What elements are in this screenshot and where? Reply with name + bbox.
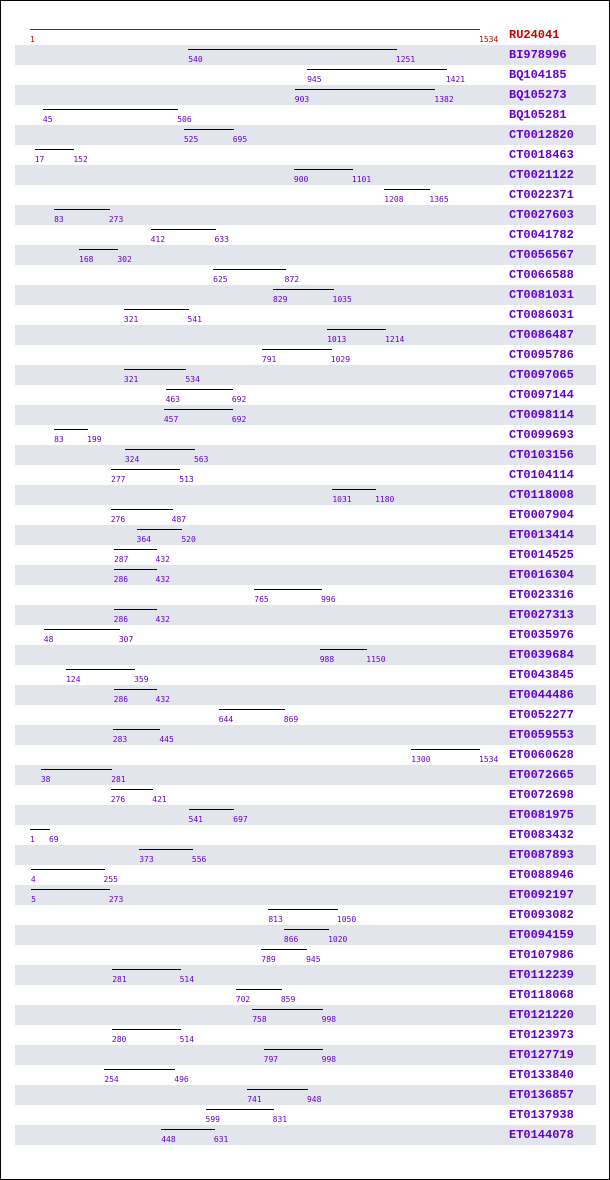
accession-link[interactable]: CT0081031 xyxy=(509,288,574,302)
start-position: 276 xyxy=(110,795,126,804)
alignment-row xyxy=(15,245,596,265)
start-position: 525 xyxy=(183,135,199,144)
accession-link[interactable]: CT0086031 xyxy=(509,308,574,322)
start-position: 1031 xyxy=(332,495,352,504)
end-position: 432 xyxy=(155,615,170,624)
end-position: 273 xyxy=(108,215,124,224)
end-position: 432 xyxy=(155,575,170,584)
start-position: 286 xyxy=(113,615,129,624)
alignment-bar xyxy=(384,189,430,190)
end-position: 1035 xyxy=(332,295,352,304)
start-position: 1013 xyxy=(327,335,347,344)
alignment-bar xyxy=(295,89,436,90)
end-position: 998 xyxy=(321,1055,337,1064)
end-position: 563 xyxy=(193,455,209,464)
alignment-bar xyxy=(264,1049,323,1050)
start-position: 364 xyxy=(136,535,151,544)
alignment-row xyxy=(15,605,596,625)
end-position: 1180 xyxy=(375,495,395,504)
alignment-bar xyxy=(206,1109,274,1110)
start-position: 599 xyxy=(205,1115,220,1124)
alignment-bar xyxy=(137,529,183,530)
end-position: 869 xyxy=(283,715,299,724)
accession-link[interactable]: CT0099693 xyxy=(509,428,574,442)
alignment-bar xyxy=(332,489,376,490)
alignment-bar xyxy=(327,329,386,330)
end-position: 432 xyxy=(155,555,170,564)
accession-link[interactable]: ET0121220 xyxy=(509,1008,574,1022)
alignment-row xyxy=(15,685,596,705)
alignment-row xyxy=(15,985,596,1005)
start-position: 283 xyxy=(112,735,128,744)
alignment-bar xyxy=(284,929,329,930)
alignment-row xyxy=(15,585,596,605)
accession-link[interactable]: ET0112239 xyxy=(509,968,574,982)
alignment-bar xyxy=(219,709,285,710)
start-position: 463 xyxy=(165,395,181,404)
start-position: 83 xyxy=(54,215,64,224)
start-position: 1300 xyxy=(411,755,431,764)
end-position: 948 xyxy=(306,1095,322,1104)
accession-link[interactable]: ET0127719 xyxy=(509,1048,574,1062)
alignment-row xyxy=(15,405,596,425)
end-position: 996 xyxy=(321,595,336,604)
alignment-row xyxy=(15,825,596,845)
alignment-bar xyxy=(41,769,112,770)
accession-link[interactable]: ET0094159 xyxy=(509,928,574,942)
start-position: 540 xyxy=(188,55,203,64)
start-position: 276 xyxy=(110,515,126,524)
alignment-bar xyxy=(66,669,135,670)
end-position: 359 xyxy=(134,675,149,684)
end-position: 998 xyxy=(321,1015,337,1024)
end-position: 534 xyxy=(185,375,200,384)
end-position: 514 xyxy=(179,1035,195,1044)
alignment-bar xyxy=(113,729,161,730)
alignment-bar xyxy=(236,989,282,990)
start-position: 412 xyxy=(150,235,166,244)
accession-link[interactable]: ET0107986 xyxy=(509,948,574,962)
alignment-row xyxy=(15,785,596,805)
end-position: 692 xyxy=(231,415,247,424)
accession-link[interactable]: ET0059553 xyxy=(509,728,574,742)
alignment-bar xyxy=(161,1129,215,1130)
alignment-row xyxy=(15,85,596,105)
accession-link[interactable]: BQ105281 xyxy=(509,108,567,122)
alignment-bar xyxy=(112,969,180,970)
alignment-row xyxy=(15,465,596,485)
alignment-row xyxy=(15,145,596,165)
alignment-row xyxy=(15,1065,596,1085)
accession-link[interactable]: CT0066588 xyxy=(509,268,574,282)
end-position: 831 xyxy=(272,1115,288,1124)
alignment-bar xyxy=(268,909,338,910)
start-position: 287 xyxy=(113,555,129,564)
start-position: 1 xyxy=(30,835,35,844)
alignment-row xyxy=(15,805,596,825)
alignment-row xyxy=(15,525,596,545)
accession-link[interactable]: CT0095786 xyxy=(509,348,574,362)
accession-link[interactable]: ET0043845 xyxy=(509,668,574,682)
reference-label: RU24041 xyxy=(509,28,560,42)
alignment-row xyxy=(15,1045,596,1065)
start-position: 17 xyxy=(34,155,45,164)
alignment-bar xyxy=(254,589,322,590)
start-position: 38 xyxy=(40,775,51,784)
start-position: 644 xyxy=(218,715,234,724)
end-position: 1251 xyxy=(395,55,416,64)
alignment-bar xyxy=(164,409,233,410)
alignment-bar xyxy=(54,209,110,210)
accession-link[interactable]: CT0104114 xyxy=(509,468,574,482)
alignment-row xyxy=(15,265,596,285)
alignment-row xyxy=(15,645,596,665)
accession-link[interactable]: CT0098114 xyxy=(509,408,574,422)
accession-link[interactable]: CT0027603 xyxy=(509,208,574,222)
accession-link[interactable]: ET0087893 xyxy=(509,848,574,862)
alignment-bar xyxy=(188,49,397,50)
start-position: 324 xyxy=(124,455,140,464)
start-position: 758 xyxy=(252,1015,267,1024)
alignment-row xyxy=(15,505,596,525)
alignment-row xyxy=(15,365,596,385)
start-position: 280 xyxy=(111,1035,127,1044)
end-position: 945 xyxy=(306,955,321,964)
accession-link[interactable]: ET0035976 xyxy=(509,628,574,642)
alignment-row xyxy=(15,945,596,965)
start-position: 625 xyxy=(213,275,228,284)
alignment-bar xyxy=(79,249,118,250)
alignment-bar xyxy=(111,469,180,470)
start-position: 541 xyxy=(188,815,203,824)
start-position: 741 xyxy=(247,1095,262,1104)
accession-link[interactable]: ET0052277 xyxy=(509,708,574,722)
alignment-row xyxy=(15,965,596,985)
alignment-bar xyxy=(54,429,88,430)
accession-link[interactable]: ET0083432 xyxy=(509,828,574,842)
alignment-bar xyxy=(184,129,234,130)
end-position: 1029 xyxy=(330,355,351,364)
alignment-row xyxy=(15,285,596,305)
start-position: 797 xyxy=(263,1055,279,1064)
end-position: 1101 xyxy=(351,175,372,184)
start-position: 765 xyxy=(254,595,269,604)
alignment-row xyxy=(15,885,596,905)
accession-link[interactable]: ET0023316 xyxy=(509,588,574,602)
alignment-row xyxy=(15,65,596,85)
alignment-bar xyxy=(125,449,195,450)
alignment-row xyxy=(15,565,596,585)
accession-link[interactable]: CT0041782 xyxy=(509,228,574,242)
alignment-bar xyxy=(112,1029,181,1030)
end-position: 1150 xyxy=(366,655,386,664)
accession-link[interactable]: ET0060628 xyxy=(509,748,574,762)
start-position: 903 xyxy=(294,95,310,104)
alignment-bar xyxy=(35,149,75,150)
end-position: 633 xyxy=(214,235,229,244)
accession-link[interactable]: ET0092197 xyxy=(509,888,574,902)
alignment-bar xyxy=(44,629,120,630)
accession-link[interactable]: ET0123973 xyxy=(509,1028,574,1042)
alignment-row xyxy=(15,905,596,925)
alignment-bar xyxy=(261,949,307,950)
start-position: 286 xyxy=(113,575,129,584)
accession-link[interactable]: ET0118068 xyxy=(509,988,574,1002)
alignment-bar xyxy=(31,869,105,870)
accession-link[interactable]: ET0039684 xyxy=(509,648,574,662)
end-position: 281 xyxy=(111,775,126,784)
start-position: 373 xyxy=(139,855,154,864)
start-position: 321 xyxy=(123,375,139,384)
alignment-bar xyxy=(139,849,193,850)
alignment-bar xyxy=(124,369,187,370)
start-position: 321 xyxy=(123,315,139,324)
alignment-bar xyxy=(189,809,235,810)
alignment-row xyxy=(15,485,596,505)
alignment-row xyxy=(15,665,596,685)
start-position: 124 xyxy=(66,675,81,684)
start-position: 45 xyxy=(42,115,53,124)
start-position: 4 xyxy=(30,875,36,884)
alignment-bar xyxy=(247,1089,308,1090)
alignment-bar xyxy=(111,509,173,510)
alignment-row xyxy=(15,325,596,345)
alignment-bar xyxy=(31,889,110,890)
accession-link[interactable]: CT0021122 xyxy=(509,168,574,182)
alignment-row xyxy=(15,305,596,325)
end-position: 1421 xyxy=(445,75,466,84)
end-position: 631 xyxy=(213,1135,229,1144)
start-position: 829 xyxy=(273,295,288,304)
alignment-row xyxy=(15,765,596,785)
end-position: 307 xyxy=(118,635,134,644)
alignment-row xyxy=(15,925,596,945)
reference-row xyxy=(15,25,596,45)
alignment-row xyxy=(15,225,596,245)
accession-link[interactable]: CT0022371 xyxy=(509,188,574,202)
start-position: 702 xyxy=(235,995,251,1004)
accession-link[interactable]: CT0056567 xyxy=(509,248,574,262)
start-position: 168 xyxy=(79,255,94,264)
accession-link[interactable]: ET0133840 xyxy=(509,1068,574,1082)
end-position: 421 xyxy=(152,795,167,804)
end-position: 520 xyxy=(181,535,196,544)
start-position: 457 xyxy=(163,415,179,424)
end-position: 152 xyxy=(73,155,88,164)
alignment-row xyxy=(15,385,596,405)
alignment-row xyxy=(15,445,596,465)
alignment-bar xyxy=(273,289,333,290)
end-position: 199 xyxy=(87,435,102,444)
start-position: 900 xyxy=(293,175,309,184)
accession-link[interactable]: ET0136857 xyxy=(509,1088,574,1102)
start-position: 277 xyxy=(111,475,126,484)
alignment-bar xyxy=(114,549,157,550)
alignment-row xyxy=(15,625,596,645)
alignment-bar xyxy=(307,69,447,70)
alignment-bar xyxy=(124,309,189,310)
start-position: 48 xyxy=(43,635,54,644)
alignment-row xyxy=(15,845,596,865)
accession-link[interactable]: ET0137938 xyxy=(509,1108,574,1122)
alignment-bar xyxy=(104,1069,175,1070)
end-position: 872 xyxy=(284,275,300,284)
alignment-row xyxy=(15,105,596,125)
end-position: 556 xyxy=(191,855,207,864)
end-position: 302 xyxy=(117,255,132,264)
alignment-row xyxy=(15,1085,596,1105)
end-position: 692 xyxy=(231,395,247,404)
accession-link[interactable]: ET0013414 xyxy=(509,528,574,542)
accession-link[interactable]: ET0072665 xyxy=(509,768,574,782)
end-position: 1214 xyxy=(385,335,405,344)
alignment-row xyxy=(15,1105,596,1125)
start-position: 866 xyxy=(283,935,299,944)
end-position: 1534 xyxy=(479,755,499,764)
end-position: 506 xyxy=(177,115,192,124)
alignment-row xyxy=(15,1025,596,1045)
reference-bar xyxy=(30,29,480,30)
end-position: 273 xyxy=(108,895,124,904)
start-position: 988 xyxy=(319,655,335,664)
alignment-row xyxy=(15,185,596,205)
end-position: 1020 xyxy=(328,935,348,944)
start-position: 281 xyxy=(112,975,127,984)
start-position: 1208 xyxy=(384,195,404,204)
end-position: 487 xyxy=(171,515,187,524)
accession-link[interactable]: ET0093082 xyxy=(509,908,574,922)
start-position: 83 xyxy=(54,435,64,444)
alignment-row xyxy=(15,205,596,225)
end-position: 1382 xyxy=(434,95,454,104)
accession-link[interactable]: CT0018463 xyxy=(509,148,574,162)
start-position: 945 xyxy=(307,75,322,84)
alignment-row xyxy=(15,1125,596,1145)
accession-link[interactable]: BQ105273 xyxy=(509,88,567,102)
accession-link[interactable]: ET0027313 xyxy=(509,608,574,622)
end-position: 496 xyxy=(174,1075,189,1084)
start-position: 286 xyxy=(113,695,129,704)
accession-link[interactable]: ET0081975 xyxy=(509,808,574,822)
alignment-bar xyxy=(151,229,216,230)
accession-link[interactable]: ET0016304 xyxy=(509,568,574,582)
end-position: 1050 xyxy=(336,915,357,924)
alignment-bar xyxy=(43,109,178,110)
alignment-bar xyxy=(166,389,233,390)
alignment-row xyxy=(15,1005,596,1025)
end-position: 514 xyxy=(179,975,195,984)
alignment-row xyxy=(15,865,596,885)
alignment-bar xyxy=(114,609,157,610)
accession-link[interactable]: ET0144078 xyxy=(509,1128,574,1142)
alignment-bar xyxy=(114,569,157,570)
end-position: 1534 xyxy=(479,35,499,44)
start-position: 448 xyxy=(161,1135,176,1144)
end-position: 255 xyxy=(103,875,118,884)
alignment-row xyxy=(15,725,596,745)
alignment-row xyxy=(15,345,596,365)
alignment-bar xyxy=(320,649,368,650)
accession-link[interactable]: CT0097144 xyxy=(509,388,574,402)
alignment-bar xyxy=(111,789,154,790)
end-position: 69 xyxy=(48,835,59,844)
end-position: 513 xyxy=(179,475,194,484)
alignment-row xyxy=(15,745,596,765)
accession-link[interactable]: CT0103156 xyxy=(509,448,574,462)
alignment-bar xyxy=(294,169,353,170)
alignment-row xyxy=(15,705,596,725)
accession-link[interactable]: ET0007904 xyxy=(509,508,574,522)
alignment-bar xyxy=(262,349,332,350)
alignment-bar xyxy=(213,269,286,270)
accession-link[interactable]: CT0086487 xyxy=(509,328,574,342)
accession-link[interactable]: BQ104185 xyxy=(509,68,567,82)
end-position: 859 xyxy=(280,995,296,1004)
alignment-row xyxy=(15,45,596,65)
end-position: 695 xyxy=(232,135,248,144)
start-position: 813 xyxy=(268,915,283,924)
accession-link[interactable]: CT0118008 xyxy=(509,488,574,502)
alignment-bar xyxy=(114,689,157,690)
accession-link[interactable]: BI978996 xyxy=(509,48,567,62)
accession-link[interactable]: ET0072698 xyxy=(509,788,574,802)
alignment-row xyxy=(15,165,596,185)
start-position: 254 xyxy=(104,1075,119,1084)
end-position: 445 xyxy=(159,735,174,744)
accession-link[interactable]: ET0088946 xyxy=(509,868,574,882)
alignment-bar xyxy=(411,749,480,750)
alignment-row xyxy=(15,425,596,445)
start-position: 5 xyxy=(31,895,36,904)
start-position: 789 xyxy=(261,955,276,964)
end-position: 432 xyxy=(155,695,170,704)
end-position: 697 xyxy=(233,815,248,824)
end-position: 1365 xyxy=(429,195,449,204)
alignment-bar xyxy=(252,1009,322,1010)
accession-link[interactable]: ET0014525 xyxy=(509,548,574,562)
alignment-bar xyxy=(30,829,50,830)
end-position: 541 xyxy=(187,315,202,324)
accession-link[interactable]: CT0012820 xyxy=(509,128,574,142)
start-position: 1 xyxy=(30,35,35,44)
start-position: 791 xyxy=(261,355,277,364)
alignment-row xyxy=(15,545,596,565)
accession-link[interactable]: ET0044486 xyxy=(509,688,574,702)
accession-link[interactable]: CT0097065 xyxy=(509,368,574,382)
alignment-row xyxy=(15,125,596,145)
